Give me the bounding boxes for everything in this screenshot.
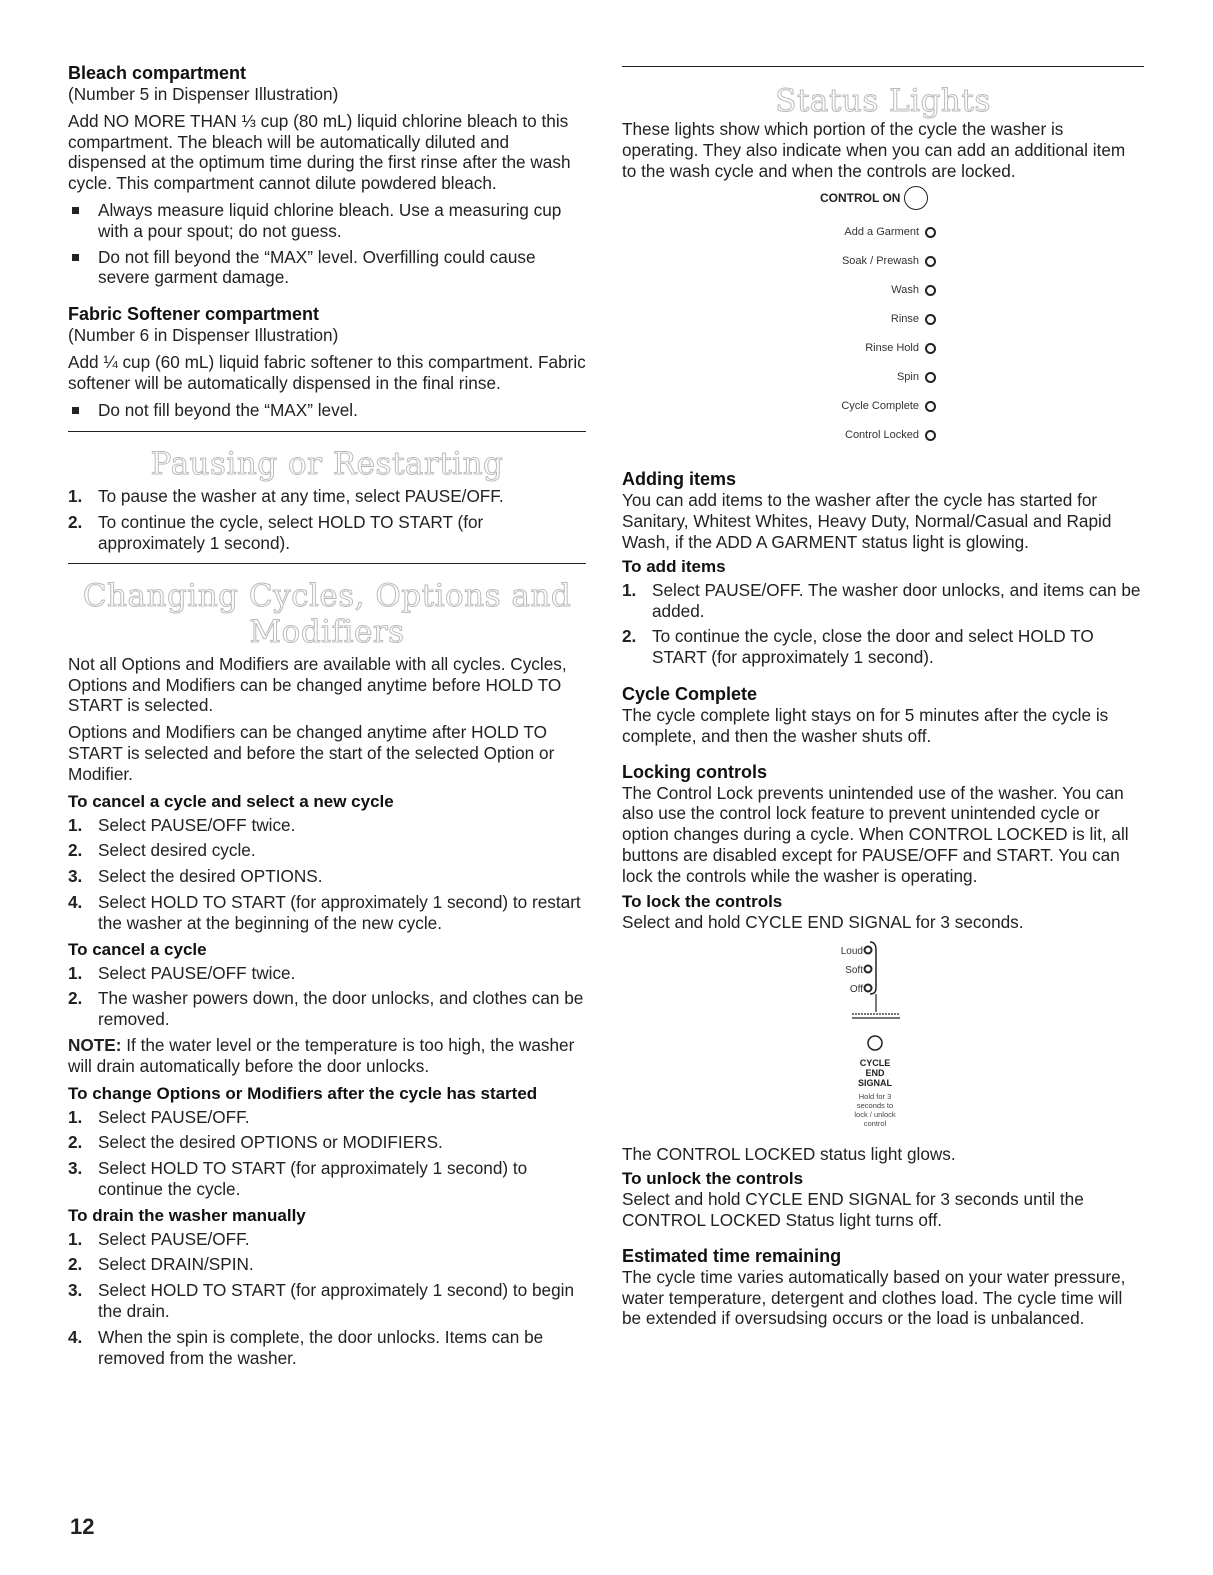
- status-light-icon: [925, 256, 936, 267]
- unlock-body: Select and hold CYCLE END SIGNAL for 3 seconds until the CONTROL LOCKED Status light turns off.: [622, 1189, 1084, 1230]
- status-light-row: Spin: [897, 371, 936, 383]
- signal-level-light-icon: [865, 985, 872, 992]
- list-item: 1. Select PAUSE/OFF. The washer door unlocks, and items can be added.: [622, 579, 1141, 621]
- changing-p2: Options and Modifiers can be changed anytime after HOLD TO START is selected and before the start of the selected Option or Modifier.: [68, 722, 555, 784]
- cancel-heading: To cancel a cycle: [68, 939, 207, 959]
- pausing-title: Pausing or Restarting: [150, 446, 504, 483]
- lock-heading: To lock the controls: [622, 891, 783, 911]
- svg-text:END: END: [865, 1068, 885, 1079]
- status-light-icon: [925, 227, 936, 238]
- status-light-icon: [925, 401, 936, 412]
- locked-text: The CONTROL LOCKED status light glows.: [622, 1144, 956, 1165]
- adding-heading: Adding items: [622, 469, 737, 490]
- lock-body: Select and hold CYCLE END SIGNAL for 3 seconds.: [622, 911, 1024, 932]
- status-light-icon: [925, 372, 936, 383]
- status-body: These lights show which portion of the cycle the washer is operating. They also indicate when you can add an additional item to the wash cycle and when the controls are locked.: [622, 119, 1126, 181]
- list-item: 1. Select PAUSE/OFF twice.: [68, 814, 296, 835]
- status-light-icon: [925, 314, 936, 325]
- cycle-end-signal-graphic: [622, 932, 1144, 1144]
- list-item: Do not fill beyond the “MAX” level.: [68, 400, 586, 421]
- change-options-steps: [68, 1107, 586, 1200]
- status-light-row: Cycle Complete: [841, 400, 936, 412]
- control-on-indicator: CONTROL ON: [820, 186, 928, 210]
- list-item: 3. Select the desired OPTIONS.: [68, 866, 323, 887]
- status-light-row: Rinse Hold: [865, 342, 936, 354]
- unlock-heading: To unlock the controls: [622, 1169, 804, 1189]
- cancel-new-heading: To cancel a cycle and select a new cycle: [68, 791, 394, 811]
- list-item: Do not fill beyond the “MAX” level. Overfilling could cause severe garment damage.: [68, 247, 586, 289]
- status-light-row: Soak / Prewash: [842, 255, 936, 267]
- note: NOTE: If the water level or the temperature is too high, the washer will drain automatically before the door unlocks.: [68, 1034, 575, 1076]
- cycle-end-signal-diagram: [622, 932, 1144, 1144]
- changing-p1: Not all Options and Modifiers are available with all cycles. Cycles, Options and Modifiers can be changed anytime before HOLD TO START is selected.: [68, 653, 567, 716]
- locking-body: The Control Lock prevents unintended use of the washer. You can also use the control lock feature to prevent unintended cycle or option changes during a cycle. When CONTROL LOCKED is lit, all buttons are disabled except for PAUSE/OFF and START. You can lock the controls while the washer is operating.: [622, 782, 1129, 886]
- list-item: 2. Select DRAIN/SPIN.: [68, 1254, 254, 1275]
- svg-text:SIGNAL: SIGNAL: [857, 1078, 893, 1089]
- list-item: 4. When the spin is complete, the door unlocks. Items can be removed from the washer.: [68, 1326, 544, 1368]
- list-item: 2. The washer powers down, the door unlocks, and clothes can be removed.: [68, 988, 584, 1030]
- signal-level-light-icon: [865, 966, 872, 973]
- list-item: 1. Select PAUSE/OFF.: [68, 1228, 250, 1249]
- list-item: 2. To continue the cycle, select HOLD TO START (for approximately 1 second).: [68, 512, 484, 553]
- cancel-new-steps: [68, 815, 586, 934]
- status-light-icon: [925, 430, 936, 441]
- softener-subtitle: (Number 6 in Dispenser Illustration): [68, 325, 339, 346]
- status-lights-diagram: [622, 181, 1144, 456]
- adding-body: You can add items to the washer after the cycle has started for Sanitary, Whitest Whites, Heavy Duty, Normal/Casual and Rapid Wash, if the ADD A GARMENT status light is glowing.: [622, 490, 1112, 552]
- cycle-end-signal-button-icon: [868, 1036, 882, 1050]
- locking-heading: Locking controls: [622, 761, 768, 782]
- estimated-body: The cycle time varies automatically based on your water pressure, water temperature, detergent and clothes load. The cycle time will be extended if oversudsing occurs or the load is unbalanced.: [622, 1266, 1126, 1329]
- cancel-steps: [68, 963, 586, 1030]
- changing-title-line2: Modifiers: [249, 613, 405, 650]
- list-item: 4. Select HOLD TO START (for approximately 1 second) to restart the washer at the beginning of the new cycle.: [68, 891, 581, 933]
- list-item: 1. Select PAUSE/OFF.: [68, 1106, 250, 1127]
- change-options-heading: To change Options or Modifiers after the cycle has started: [68, 1083, 538, 1103]
- list-item: 2. Select desired cycle.: [68, 840, 256, 861]
- bleach-heading: Bleach compartment: [68, 63, 247, 83]
- status-light-row: Rinse: [891, 313, 936, 325]
- svg-text:seconds to: seconds to: [856, 1101, 894, 1111]
- status-light-row: Wash: [891, 284, 936, 296]
- list-item: 3. Select HOLD TO START (for approximately 1 second) to continue the cycle.: [68, 1158, 528, 1199]
- add-items-steps: [622, 580, 1144, 668]
- pausing-steps: [68, 486, 586, 553]
- signal-level-label: Soft: [845, 965, 863, 977]
- svg-text:CYCLE: CYCLE: [859, 1058, 891, 1069]
- status-title: Status Lights: [775, 83, 991, 119]
- signal-level-label: Off: [849, 984, 863, 996]
- bleach-subtitle: (Number 5 in Dispenser Illustration): [68, 84, 339, 104]
- list-item: 2. To continue the cycle, close the door and select HOLD TO START (for approximately 1 second).: [622, 626, 1094, 668]
- left-column: [68, 62, 586, 1373]
- list-item: Always measure liquid chlorine bleach. Use a measuring cup with a pour spout; do not guess.: [68, 200, 586, 242]
- list-item: 1. To pause the washer at any time, select PAUSE/OFF.: [68, 486, 504, 507]
- cycle-complete-heading: Cycle Complete: [622, 683, 758, 704]
- svg-text:control: control: [863, 1119, 887, 1129]
- softener-bullets: [68, 400, 586, 421]
- cycle-complete-body: The cycle complete light stays on for 5 minutes after the cycle is complete, and then the washer shuts off.: [622, 704, 1109, 746]
- bleach-bullets: [68, 200, 586, 288]
- list-item: 2. Select the desired OPTIONS or MODIFIERS.: [68, 1132, 443, 1153]
- changing-title-line1: Changing Cycles, Options and: [82, 577, 572, 614]
- status-light-row: Add a Garment: [844, 226, 936, 238]
- status-light-icon: [925, 343, 936, 354]
- softener-body: Add ¼ cup (60 mL) liquid fabric softener to this compartment. Fabric softener will be automatically dispensed in the final rinse.: [68, 351, 586, 393]
- page-number: 12: [70, 1514, 95, 1539]
- list-item: 3. Select HOLD TO START (for approximately 1 second) to begin the drain.: [68, 1280, 575, 1322]
- list-item: 1. Select PAUSE/OFF twice.: [68, 962, 296, 983]
- signal-level-light-icon: [865, 947, 872, 954]
- right-column: [622, 62, 1144, 1329]
- status-light-row: Control Locked: [845, 429, 936, 441]
- status-light-icon: [925, 285, 936, 296]
- control-on-light-icon: [904, 186, 928, 210]
- svg-text:Hold for 3: Hold for 3: [858, 1092, 892, 1102]
- estimated-heading: Estimated time remaining: [622, 1245, 842, 1266]
- drain-steps: [68, 1229, 586, 1369]
- svg-text:lock / unlock: lock / unlock: [854, 1110, 896, 1120]
- add-items-heading: To add items: [622, 556, 726, 576]
- softener-heading: Fabric Softener compartment: [68, 304, 320, 325]
- signal-level-label: Loud: [840, 946, 863, 958]
- bleach-body: Add NO MORE THAN ⅓ cup (80 mL) liquid chlorine bleach to this compartment. The bleach will be automatically diluted and dispensed at the optimum time during the first rinse after the wash cycle. This compartment cannot dilute powdered bleach.: [68, 110, 571, 194]
- drain-heading: To drain the washer manually: [68, 1205, 306, 1225]
